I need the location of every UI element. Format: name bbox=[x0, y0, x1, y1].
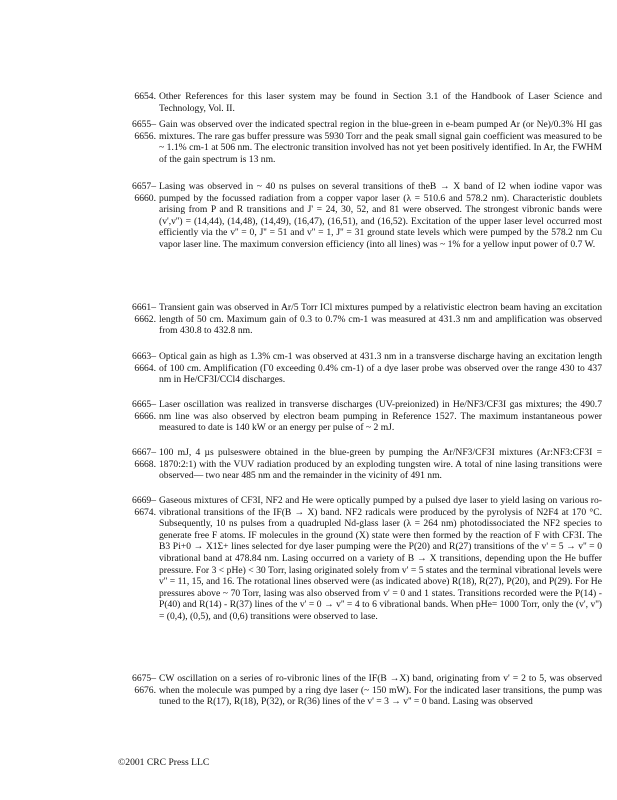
entry-text: 100 mJ, 4 µs pulseswere obtained in the blue-green by pumping the Ar/NF3/CF3I mixtures (Ar:NF3:CF3I = 1870:2:1) with the VUV radiation produced by an exploding tungsten wire. A total of nine lasing transitions were observed— two near 485 nm and the remainder in the vicinity of 491 nm. bbox=[159, 447, 602, 482]
entry-text: Other References for this laser system may be found in Section 3.1 of the Handbook of Laser Science and Technology, Vol. II. bbox=[159, 91, 602, 114]
entry-number: 6654. bbox=[134, 91, 156, 102]
entry-number: 6665– 6666. bbox=[132, 399, 156, 422]
entry-number: 6669– 6674. bbox=[132, 495, 156, 518]
entry-text: Gain was observed over the indicated spectral region in the blue-green in e-beam pumped Ar (or Ne)/0.3% HI gas mixtures. The rare gas buffer pressure was 5930 Torr and the peak small signal gain coefficient was measured to be ~ 1.1% cm-1 at 506 nm. The electronic transition involved has not yet been positively identified. In Ar, the FWHM of the gain spectrum is 13 nm. bbox=[159, 119, 602, 165]
entry-text: Optical gain as high as 1.3% cm-1 was observed at 431.3 nm in a transverse discharge having an excitation length of 100 cm. Amplification (Γ0 exceeding 0.4% cm-1) of a dye laser probe was observed over the range 430 to 437 nm in He/CF3I/CCl4 discharges. bbox=[159, 351, 602, 386]
entry-text: CW oscillation on a series of ro-vibronic lines of the IF(B →X) band, originating from v' = 2 to 5, was observed when the molecule was pumped by a ring dye laser (~ 150 mW). For the indicated laser transitions, the pump was tuned to the R(17), R(18), P(32), or R(36) lines of the v' = 3 → v'' = 0 band. Lasing was observed bbox=[159, 673, 602, 708]
entry-number: 6663– 6664. bbox=[132, 351, 156, 374]
entry-text: Transient gain was observed in Ar/5 Torr ICl mixtures pumped by a relativistic electron beam having an excitation length of 50 cm. Maximum gain of 0.3 to 0.7% cm-1 was measured at 431.3 nm and amplification was observed from 430.8 to 432.8 nm. bbox=[159, 302, 602, 337]
copyright-footer: ©2001 CRC Press LLC bbox=[118, 757, 210, 768]
entry-number: 6657– 6660. bbox=[132, 181, 156, 204]
entry-text: Lasing was observed in ~ 40 ns pulses on several transitions of theB → X band of I2 when iodine vapor was pumped by the focussed radiation from a copper vapor laser (λ = 510.6 and 578.2 nm). Characteristic doublets arising from P and R transitions and J' = 24, 30, 52, and 81 were observed. The strongest vibronic bands were (v',v'') = (14,44), (14,48), (14,49), (16,47), (16,51), and (16,52). Excitation of the upper laser level occurred most efficiently via the v'' = 0, J'' = 51 and v'' = 1, J'' = 31 ground state levels which were pumped by the 578.2 nm Cu vapor laser line. The maximum conversion efficiency (into all lines) was ~ 1% for a yellow input power of 0.7 W. bbox=[159, 181, 602, 250]
entry-number: 6661– 6662. bbox=[132, 302, 156, 325]
entry-text: Laser oscillation was realized in transverse discharges (UV-preionized) in He/NF3/CF3I gas mixtures; the 490.7 nm line was also observed by electron beam pumping in Reference 1527. The maximum instantaneous power measured to date is 140 kW or an energy per pulse of ~ 2 mJ. bbox=[159, 399, 602, 434]
entry-number: 6675– 6676. bbox=[132, 673, 156, 696]
entry-number: 6655– 6656. bbox=[132, 119, 156, 142]
entry-text: Gaseous mixtures of CF3I, NF2 and He were optically pumped by a pulsed dye laser to yield lasing on various ro-vibrational transitions of the IF(B → X) band. NF2 radicals were produced by the pyrolysis of N2F4 at 170 °C. Subsequently, 10 ns pulses from a quadrupled Nd-glass laser (λ = 264 nm) photodissociated the NF2 species to generate free F atoms. IF molecules in the ground (X) state were then formed by the reaction of F with CF3I. The B3 Pi+0 → X1Σ+ lines selected for dye laser pumping were the P(20) and R(27) transitions of the v' = 5 → v'' = 0 vibrational band at 478.84 nm. Lasing occurred on a variety of B → X transitions, depending upon the He buffer pressure. For 3 < pHe) < 30 Torr, lasing originated solely from v' = 5 states and the terminal vibrational levels were v'' = 11, 15, and 16. The rotational lines observed were (as indicated above) R(18), R(27), P(20), and P(29). For He pressures above ~ 70 Torr, lasing was also observed from v' = 0 and 1 states. Transitions recorded were the P(14) - P(40) and R(14) - R(37) lines of the v' = 0 → v'' = 4 to 6 vibrational bands. When pHe= 1000 Torr, only the (v', v'') = (0,4), (0,5), and (0,6) transitions were observed to lase. bbox=[159, 495, 602, 622]
entry-number: 6667– 6668. bbox=[132, 447, 156, 470]
